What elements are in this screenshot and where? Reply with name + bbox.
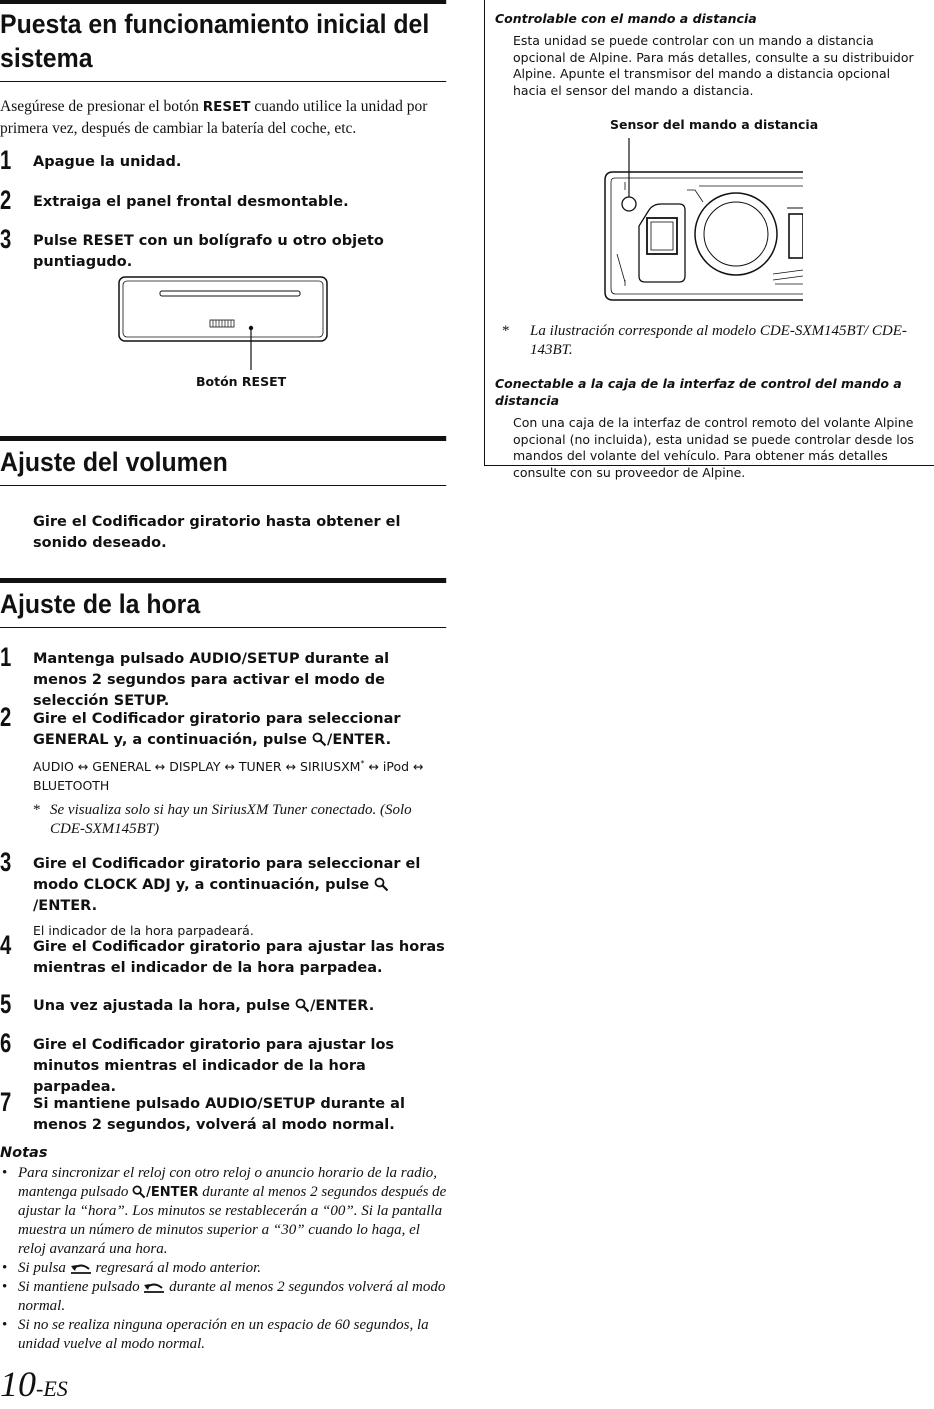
- step-text-3: .: [385, 732, 392, 748]
- box-paragraph-remote: Esta unidad se puede controlar con un mando a distancia opcional de Alpine. Para más detalles, consulte a su distribuidor Alpine. Apunte el transmisor del mando a distancia opcional hacia el sensor del mando a distancia.: [513, 33, 914, 98]
- step-1: [0, 145, 449, 175]
- enter-term: /ENTER: [146, 1185, 199, 1200]
- step-text-2: para seleccionar GENERAL y, a continuación, pulse: [33, 711, 401, 748]
- step-number: 5: [0, 989, 12, 1019]
- note-text: Se visualiza solo si hay un SiriusXM Tuner conectado. (Solo CDE-SXM145BT): [50, 802, 412, 838]
- step-2: [0, 185, 449, 215]
- search-icon: [312, 732, 327, 747]
- step-number: 3: [0, 847, 12, 877]
- step-text-2: .: [368, 998, 375, 1014]
- section-title: [0, 436, 446, 486]
- reset-word: RESET: [82, 233, 134, 249]
- step-text: Gire el: [33, 711, 92, 727]
- enter-term: /ENTER: [33, 898, 92, 914]
- note-item: [0, 1259, 449, 1278]
- note-text: Si mantiene pulsado: [18, 1279, 144, 1295]
- step-3: [0, 224, 449, 273]
- step-number: 3: [0, 224, 12, 254]
- step-text-2: para ajustar las horas mientras el indicador de la hora parpadea.: [33, 939, 445, 976]
- rotary-encoder-term: Codificador giratorio: [91, 939, 261, 955]
- search-icon: [374, 877, 389, 892]
- intro-text-2: cuando utilice la unidad por primera vez, después de cambiar la batería del coche, etc.: [0, 98, 428, 137]
- step-number: 7: [0, 1087, 12, 1117]
- enter-term: /ENTER: [310, 998, 369, 1014]
- note-text: Para sincronizar el reloj con otro reloj o anuncio horario de la radio, mantenga pulsado: [18, 1165, 438, 1200]
- footnote-mark: *: [502, 323, 510, 339]
- note-text-2: durante al menos 2 segundos después de ajustar la “hora”. Los minutos se restablecerán a “00”. Si la pantalla muestra un número de minutos superior a “30” cuando lo haga, el reloj avanzará una hora.: [18, 1184, 447, 1257]
- sequence-text-2: ↔ iPod ↔ BLUETOOTH: [33, 759, 424, 794]
- rotary-encoder-term: Codificador giratorio: [91, 514, 261, 530]
- note-item: [0, 1164, 449, 1259]
- section-title: [0, 578, 446, 628]
- step-text-2: con un bolígrafo u otro objeto puntiagudo.: [33, 233, 384, 270]
- section-title-text: Ajuste de la hora: [0, 589, 201, 619]
- box-heading-remote: Controlable con el mando a distancia: [495, 11, 757, 26]
- intro-reset-word: RESET: [202, 99, 251, 115]
- siriusxm-note: [33, 801, 449, 839]
- step-text: Gire el: [33, 1037, 92, 1053]
- setup-menu-sequence: [33, 754, 449, 795]
- step-text: Una vez ajustada la hora, pulse: [33, 998, 296, 1014]
- step-text: Mantenga pulsado: [33, 651, 190, 667]
- step-number: 4: [0, 930, 12, 960]
- step-number: 6: [0, 1028, 12, 1058]
- clock-step-7: [0, 1087, 449, 1136]
- section-title: [0, 0, 446, 82]
- section-clock: [0, 578, 449, 628]
- back-icon: [143, 1280, 165, 1294]
- step-text: Gire el: [33, 514, 92, 530]
- step-text-3: .: [91, 898, 98, 914]
- notes-title: Notas: [0, 1145, 48, 1161]
- page-number: [0, 1364, 68, 1409]
- step-text-2: para ajustar los minutos mientras el indicador de la hora parpadea.: [33, 1037, 395, 1095]
- footnote-mark: *: [33, 802, 41, 819]
- remote-sensor-label: Sensor del mando a distancia: [610, 117, 819, 132]
- page-number-value: 10: [0, 1364, 36, 1404]
- note-item: [0, 1278, 449, 1316]
- audio-setup-term: AUDIO/SETUP: [205, 1096, 316, 1112]
- step-subtext: El indicador de la hora parpadeará.: [33, 923, 254, 938]
- rotary-encoder-term: Codificador giratorio: [91, 1037, 261, 1053]
- clock-step-6: [0, 1028, 449, 1098]
- note-text: Si pulsa: [18, 1260, 70, 1276]
- step-text: Pulse: [33, 233, 83, 249]
- bullet-dot: •: [2, 1260, 8, 1276]
- step-number: 1: [0, 642, 12, 672]
- step-text-2: durante al menos 2 segundos, volverá al modo normal.: [33, 1096, 405, 1133]
- bullet-dot: •: [2, 1317, 8, 1333]
- step-text-2: hasta obtener el sonido deseado.: [33, 514, 401, 551]
- reset-button-label: Botón RESET: [196, 374, 287, 389]
- intro-text: Asegúrese de presionar el botón: [0, 98, 203, 115]
- remote-sensor-illustration: [603, 134, 803, 302]
- rotary-encoder-term: Codificador giratorio: [91, 711, 261, 727]
- volume-instruction: [0, 512, 449, 554]
- audio-setup-term: AUDIO/SETUP: [189, 651, 300, 667]
- model-note: [502, 322, 910, 360]
- bullet-dot: •: [2, 1165, 8, 1181]
- note-text-2: durante al menos 2 segundos volverá al modo normal.: [18, 1279, 446, 1314]
- step-number: 1: [0, 145, 12, 175]
- bullet-dot: •: [2, 1279, 8, 1295]
- section-initial-setup: [0, 0, 449, 139]
- step-number: 2: [0, 702, 12, 732]
- sequence-text: AUDIO ↔ GENERAL ↔ DISPLAY ↔ TUNER ↔ SIRIUSXM: [33, 759, 361, 775]
- reset-button-illustration: [118, 276, 330, 374]
- step-text-2: para seleccionar el modo CLOCK ADJ y, a continuación, pulse: [33, 856, 421, 893]
- section-volume: [0, 436, 449, 554]
- search-icon: [295, 998, 310, 1013]
- page-language-suffix: -ES: [36, 1376, 68, 1401]
- back-icon: [70, 1261, 92, 1275]
- step-text: Apague la unidad.: [33, 154, 182, 170]
- search-icon: [132, 1185, 146, 1199]
- step-text: Si mantiene pulsado: [33, 1096, 206, 1112]
- clock-step-3: [0, 847, 449, 940]
- box-heading-interface: Conectable a la caja de la interfaz de control del mando a distancia: [495, 376, 902, 408]
- footnote-mark: *: [360, 759, 365, 768]
- clock-step-1: [0, 642, 447, 712]
- notes-block: [0, 1145, 449, 1354]
- note-item: [0, 1316, 449, 1354]
- step-text: Extraiga el panel frontal desmontable.: [33, 194, 349, 210]
- step-text: Gire el: [33, 856, 92, 872]
- enter-term: /ENTER: [327, 732, 386, 748]
- note-text-2: regresará al modo anterior.: [91, 1260, 261, 1276]
- box-paragraph-interface: Con una caja de la interfaz de control remoto del volante Alpine opcional (no incluida), esta unidad se puede controlar desde los mandos del volante del vehículo. Para obtener más detalles consulte con su proveedor de Alpine.: [513, 415, 914, 480]
- step-number: 2: [0, 185, 12, 215]
- remote-control-box: [484, 0, 934, 480]
- note-text: Si no se realiza ninguna operación en un espacio de 60 segundos, la unidad vuelve al modo normal.: [18, 1317, 429, 1352]
- note-text: La ilustración corresponde al modelo CDE-SXM145BT/ CDE-143BT.: [530, 323, 907, 358]
- step-text-2: durante al menos 2 segundos para activar el modo de selección SETUP.: [33, 651, 390, 709]
- rotary-encoder-term: Codificador giratorio: [91, 856, 261, 872]
- section-title-text: Puesta en funcionamiento inicial del sistema: [0, 9, 430, 73]
- clock-step-5: [0, 989, 449, 1019]
- intro-paragraph: [0, 96, 449, 139]
- section-title-text: Ajuste del volumen: [0, 447, 228, 477]
- clock-step-2: [0, 702, 449, 839]
- step-text: Gire el: [33, 939, 92, 955]
